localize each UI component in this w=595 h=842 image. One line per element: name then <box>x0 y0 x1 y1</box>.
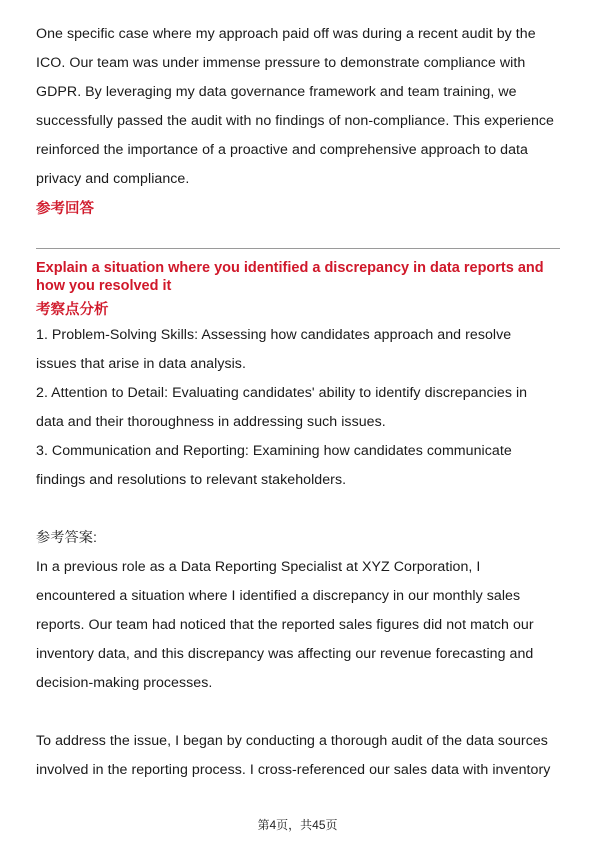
answer-line: involved in the reporting process. I cross-referenced our sales data with inventory <box>36 762 551 778</box>
intro-line: One specific case where my approach paid off was during a recent audit by the <box>36 26 536 42</box>
page-number: 第4页，共45页 <box>257 818 338 832</box>
analysis-points <box>36 321 560 495</box>
answer-line: reports. Our team had noticed that the reported sales figures did not match our <box>36 617 534 633</box>
answer-paragraph-2 <box>36 727 560 785</box>
answer-line: inventory data, and this discrepancy was affecting our revenue forecasting and <box>36 646 534 662</box>
question-title-line: Explain a situation where you identified a discrepancy in data reports and <box>36 260 544 276</box>
answer-line: decision-making processes. <box>36 675 213 691</box>
analysis-line: 2. Attention to Detail: Evaluating candidates' ability to identify discrepancies in <box>36 385 528 401</box>
analysis-line: findings and resolutions to relevant stakeholders. <box>36 472 347 488</box>
intro-paragraph <box>36 20 560 194</box>
section-divider <box>36 248 560 249</box>
analysis-line: issues that arise in data analysis. <box>36 356 246 372</box>
answer-line: To address the issue, I began by conducting a thorough audit of the data sources <box>36 733 548 749</box>
analysis-line: data and their thoroughness in addressing such issues. <box>36 414 386 430</box>
answer-paragraph-1 <box>36 553 560 698</box>
analysis-line: 1. Problem-Solving Skills: Assessing how candidates approach and resolve <box>36 327 512 343</box>
document-page <box>36 20 560 785</box>
analysis-label: 考察点分析 <box>36 302 109 318</box>
intro-line: successfully passed the audit with no findings of non-compliance. This experience <box>36 113 554 129</box>
answer-line: In a previous role as a Data Reporting Specialist at XYZ Corporation, I <box>36 559 481 575</box>
reference-answer-label: 参考回答 <box>36 201 94 217</box>
answer-label: 参考答案: <box>36 530 97 546</box>
answer-line: encountered a situation where I identified a discrepancy in our monthly sales <box>36 588 521 604</box>
intro-line: reinforced the importance of a proactive and comprehensive approach to data <box>36 142 528 158</box>
question-title <box>36 259 560 295</box>
intro-line: GDPR. By leveraging my data governance framework and team training, we <box>36 84 517 100</box>
intro-line: privacy and compliance. <box>36 171 190 187</box>
analysis-line: 3. Communication and Reporting: Examining how candidates communicate <box>36 443 512 459</box>
question-title-line: how you resolved it <box>36 278 172 294</box>
intro-line: ICO. Our team was under immense pressure to demonstrate compliance with <box>36 55 526 71</box>
